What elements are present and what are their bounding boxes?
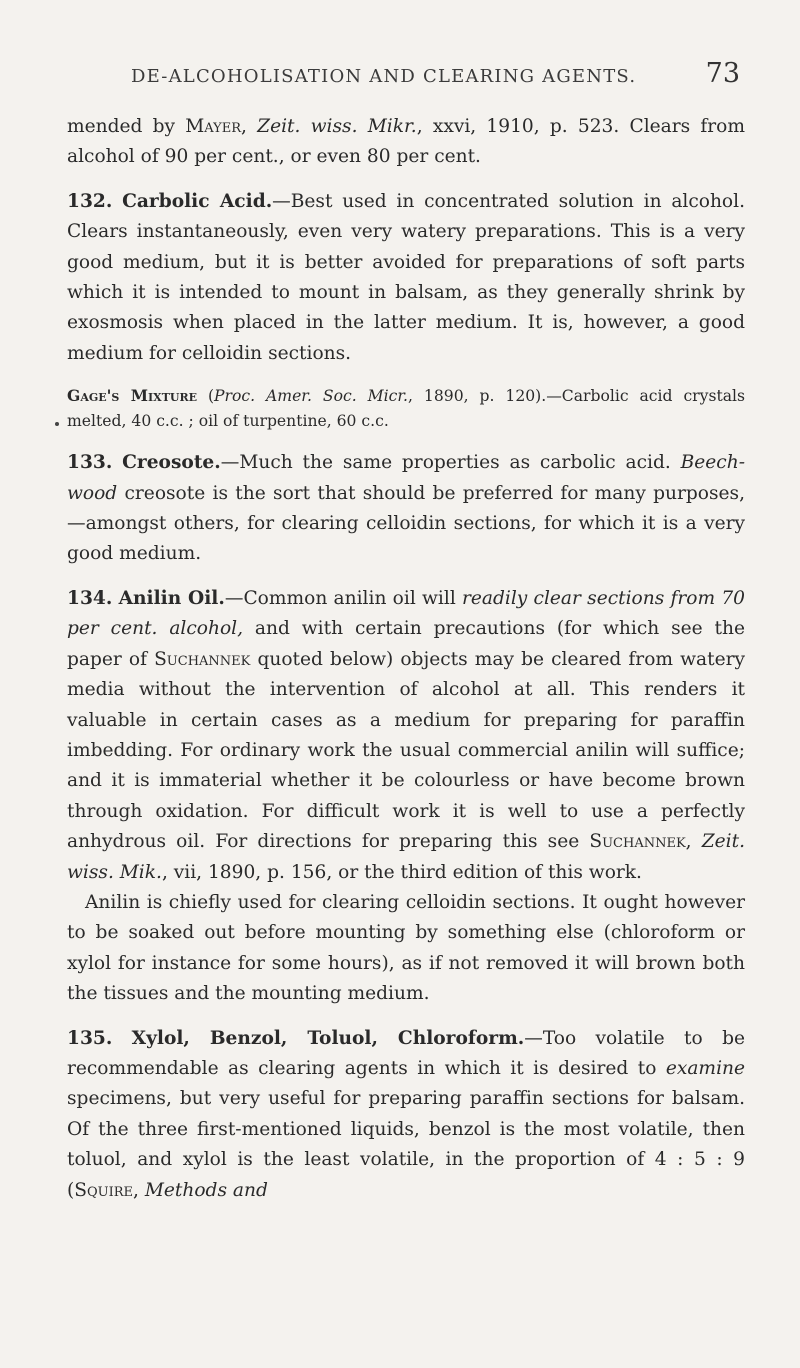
text-run: creosote is the sort that should be preferred for many purposes,—amongst others, for clearing celloidin sections, for which it is a very good medium.: [67, 482, 745, 565]
section-heading: Anilin Oil.: [118, 587, 225, 609]
author-name: Suchannek: [154, 648, 251, 670]
running-head: [70, 58, 740, 98]
text-run: specimens, but very useful for preparing paraffin sections for balsam. Of the three first-mentioned liquids, benzol is the most volatile, then toluol, and xylol is the least volatile, in the proportion of 4 : 5 : 9 (: [67, 1088, 745, 1201]
journal-title: Proc. Amer. Soc. Micr.: [214, 387, 409, 406]
journal-title: Zeit. wiss. Mikr.: [257, 116, 417, 137]
running-title: DE-ALCOHOLISATION AND CLEARING AGENTS.: [131, 66, 637, 87]
italic-term: Beech-wood: [67, 452, 745, 504]
section-number: 135.: [67, 1027, 113, 1049]
journal-title: Methods and: [144, 1179, 268, 1201]
author-name: Squire: [74, 1179, 134, 1201]
author-name: Suchannek: [589, 831, 686, 853]
section-134-continued: [67, 888, 745, 1010]
text-run: —Common anilin oil will: [224, 587, 463, 609]
text-run: ,: [685, 831, 702, 853]
text-run: —Much the same properties as carbolic acid.: [220, 452, 681, 474]
section-number: 133.: [67, 452, 113, 474]
body-text: [67, 112, 745, 1206]
section-132: [67, 187, 745, 369]
gage-mixture-note: [67, 383, 745, 434]
margin-mark: [55, 422, 59, 426]
section-135: [67, 1024, 745, 1206]
section-text: —Best used in concentrated solution in alcohol. Clears instantaneously, even very watery preparations. This is a very good medium, but it is better avoided for preparations of soft parts which it is intended to mount in balsam, as they generally shrink by exosmosis when placed in the latter medium. It is, however, a good medium for celloidin sections.: [67, 190, 745, 364]
text-run: and with certain precautions (for which see the paper of: [67, 618, 746, 670]
section-number: 134.: [67, 587, 113, 609]
mixture-name: Gage's Mixture: [67, 386, 198, 406]
text-run: Anilin is chiefly used for clearing celloidin sections. It ought however to be soaked out before mounting by something else (chloroform or xylol for instance for some hours), as if not removed it will brown both the tissues and the mounting medium.: [67, 891, 745, 1005]
journal-title: Zeit. wiss. Mik.: [67, 831, 745, 883]
text-run: mended by: [67, 116, 186, 137]
text-run: ,: [241, 116, 258, 137]
text-run: , 1890, p. 120).—Carbolic acid crystals melted, 40 c.c. ; oil of turpentine, 60 c.c.: [67, 387, 745, 431]
section-133: [67, 448, 745, 570]
paragraph-continuation: [67, 112, 745, 173]
text-run: —Too volatile to be recommendable as clearing agents in which it is desired to: [67, 1027, 745, 1079]
italic-term: examine: [665, 1057, 745, 1079]
text-run: quoted below) objects may be cleared from watery media without the intervention of alcohol at all. This renders it valuable in certain cases as a medium for preparing for paraffin imbedding. For ordinary work the usual commercial anilin will suffice; and it is immaterial whether it be colourless or have become brown through oxidation. For difficult work it is well to use a perfectly anhydrous oil. For directions for preparing this see: [67, 648, 745, 853]
text-run: , xxvi, 1910, p. 523. Clears from alcohol of 90 per cent., or even 80 per cent.: [67, 116, 746, 168]
section-heading: Xylol, Benzol, Toluol, Chloroform.: [131, 1027, 525, 1049]
text-run: ,: [133, 1179, 145, 1201]
section-134: [67, 584, 745, 888]
section-heading: Creosote.: [122, 452, 221, 474]
italic-phrase: readily clear sections from 70 per cent. alcohol,: [67, 587, 746, 640]
text-run: , vii, 1890, p. 156, or the third edition of this work.: [161, 861, 642, 883]
section-heading: Carbolic Acid.: [122, 190, 273, 212]
author-name: Mayer: [185, 116, 242, 137]
text-run: (: [197, 387, 215, 406]
page-number: 73: [705, 58, 740, 89]
section-number: 132.: [67, 190, 113, 212]
